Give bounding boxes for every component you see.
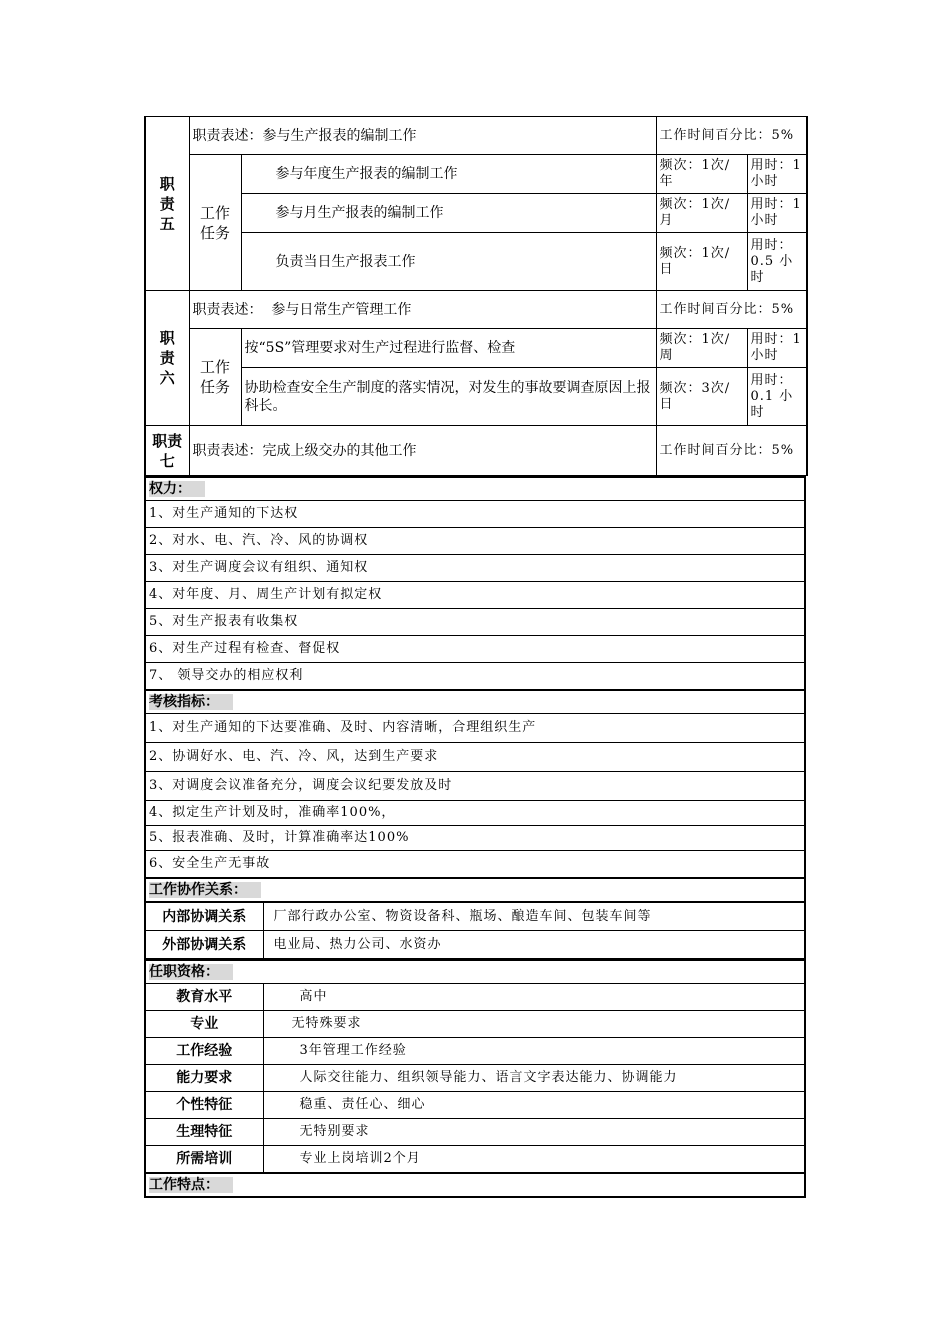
kpi-item: 4、拟定生产计划及时，准确率100%， xyxy=(145,801,805,826)
kpi-item: 6、安全生产无事故 xyxy=(145,851,805,879)
duty5-task-2-hours: 用时：1小时 xyxy=(747,194,807,233)
duty5-task-1: 参与年度生产报表的编制工作 xyxy=(241,155,656,194)
duties-table xyxy=(144,116,808,476)
cooperation-title: 工作协作关系： xyxy=(145,878,805,902)
power-item: 5、对生产报表有收集权 xyxy=(145,609,805,636)
duty6-task-1-hours: 用时：1小时 xyxy=(747,329,807,368)
job-description-page xyxy=(144,116,806,1198)
qual-value-physical: 无特别要求 xyxy=(263,1119,805,1146)
duty6-statement: 职责表述： 参与日常生产管理工作 xyxy=(189,291,656,329)
kpi-title: 考核指标： xyxy=(145,690,805,714)
cooperation-table xyxy=(144,902,806,959)
qualifications-table xyxy=(144,959,806,1198)
duty7-time-pct: 工作时间百分比：5% xyxy=(656,426,807,476)
external-coordination-label: 外部协调关系 xyxy=(145,931,263,959)
duty6-time-pct: 工作时间百分比：5% xyxy=(656,291,807,329)
qual-label-physical: 生理特征 xyxy=(145,1119,263,1146)
qual-label-ability: 能力要求 xyxy=(145,1065,263,1092)
kpi-item: 5、报表准确、及时，计算准确率达100% xyxy=(145,826,805,851)
duty5-task-1-freq: 频次：1次/年 xyxy=(656,155,747,194)
qual-label-training: 所需培训 xyxy=(145,1146,263,1173)
duty5-task-3-freq: 频次：1次/日 xyxy=(656,233,747,291)
qual-label-personality: 个性特征 xyxy=(145,1092,263,1119)
work-features-title: 工作特点： xyxy=(145,1173,805,1197)
duty5-task-2: 参与月生产报表的编制工作 xyxy=(241,194,656,233)
qualifications-title: 任职资格： xyxy=(145,960,805,984)
internal-coordination-label: 内部协调关系 xyxy=(145,903,263,931)
duty5-time-pct: 工作时间百分比：5% xyxy=(656,117,807,155)
duty6-label: 职 责 六 xyxy=(145,291,189,426)
kpi-item: 3、对调度会议准备充分，调度会议纪要发放及时 xyxy=(145,772,805,801)
duty5-label: 职 责 五 xyxy=(145,117,189,291)
qual-label-education: 教育水平 xyxy=(145,984,263,1011)
duty5-task-3: 负责当日生产报表工作 xyxy=(241,233,656,291)
qual-value-major: 无特殊要求 xyxy=(263,1011,805,1038)
power-item: 1、对生产通知的下达权 xyxy=(145,501,805,528)
duty5-task-3-hours: 用时：0.5 小时 xyxy=(747,233,807,291)
duty6-task-1-freq: 频次：1次/周 xyxy=(656,329,747,368)
kpi-item: 1、对生产通知的下达要准确、及时、内容清晰，合理组织生产 xyxy=(145,714,805,743)
external-coordination-value: 电业局、热力公司、水资办 xyxy=(263,931,805,959)
powers-kpi-table xyxy=(144,476,806,902)
duty7-label: 职责 七 xyxy=(145,426,189,476)
power-item: 6、对生产过程有检查、督促权 xyxy=(145,636,805,663)
internal-coordination-value: 厂部行政办公室、物资设备科、瓶场、酿造车间、包装车间等 xyxy=(263,903,805,931)
duty6-task-2-hours: 用时：0.1 小时 xyxy=(747,368,807,426)
power-item: 2、对水、电、汽、冷、风的协调权 xyxy=(145,528,805,555)
qual-value-ability: 人际交往能力、组织领导能力、语言文字表达能力、协调能力 xyxy=(263,1065,805,1092)
qual-value-training: 专业上岗培训2个月 xyxy=(263,1146,805,1173)
power-item: 4、对年度、月、周生产计划有拟定权 xyxy=(145,582,805,609)
qual-label-experience: 工作经验 xyxy=(145,1038,263,1065)
duty7-statement: 职责表述：完成上级交办的其他工作 xyxy=(189,426,656,476)
duty5-task-1-hours: 用时：1小时 xyxy=(747,155,807,194)
duty6-task-2: 协助检查安全生产制度的落实情况，对发生的事故要调查原因上报科长。 xyxy=(241,368,656,426)
duty5-statement: 职责表述：参与生产报表的编制工作 xyxy=(189,117,656,155)
qual-value-personality: 稳重、责任心、细心 xyxy=(263,1092,805,1119)
qual-value-education: 高中 xyxy=(263,984,805,1011)
power-item: 7、 领导交办的相应权利 xyxy=(145,663,805,691)
duty5-task-2-freq: 频次：1次/月 xyxy=(656,194,747,233)
kpi-item: 2、协调好水、电、汽、冷、风，达到生产要求 xyxy=(145,743,805,772)
power-item: 3、对生产调度会议有组织、通知权 xyxy=(145,555,805,582)
qual-label-major: 专业 xyxy=(145,1011,263,1038)
duty6-task-1: 按“5S”管理要求对生产过程进行监督、检查 xyxy=(241,329,656,368)
duty6-task-2-freq: 频次：3次/日 xyxy=(656,368,747,426)
duty6-task-label: 工作 任务 xyxy=(189,329,241,426)
powers-title: 权力： xyxy=(145,477,805,501)
duty5-task-label: 工作 任务 xyxy=(189,155,241,291)
qual-value-experience: 3年管理工作经验 xyxy=(263,1038,805,1065)
